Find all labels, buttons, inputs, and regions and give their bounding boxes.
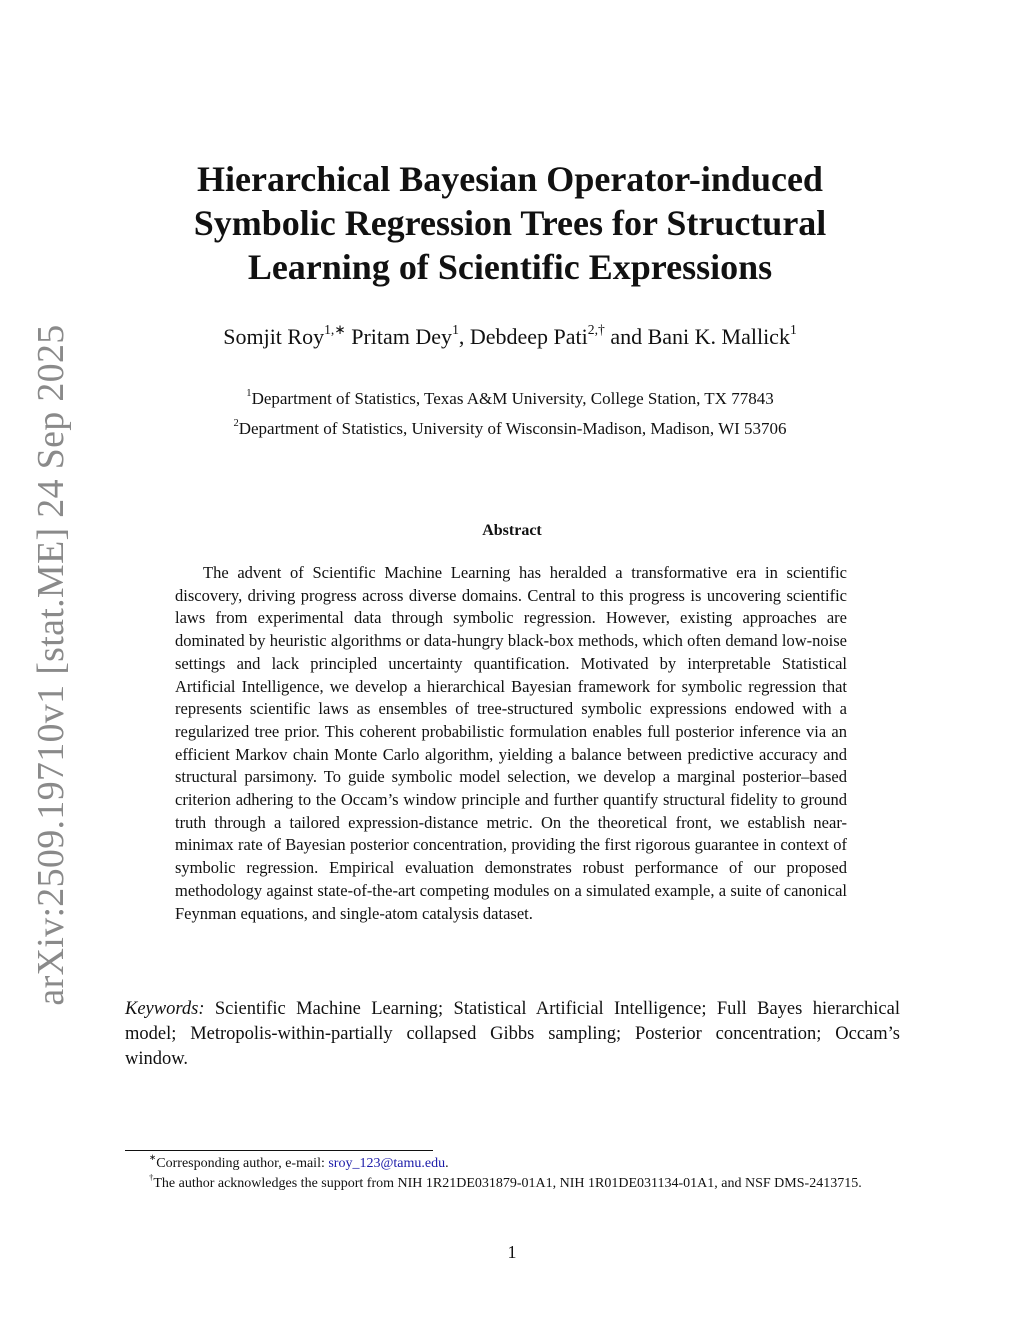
author-affiliation-mark: 1,∗ bbox=[324, 322, 346, 338]
footnote-corresponding-author: ∗Corresponding author, e-mail: sroy_123@tamu.edu. bbox=[149, 1152, 449, 1171]
affiliation-text: Department of Statistics, Texas A&M University, College Station, TX 77843 bbox=[251, 389, 774, 408]
title-line-1: Hierarchical Bayesian Operator-induced bbox=[197, 159, 823, 199]
author-name: Bani K. Mallick bbox=[647, 324, 790, 349]
author-affiliation-mark: 1 bbox=[789, 322, 797, 338]
affiliation-1 bbox=[100, 388, 920, 410]
footnote-divider bbox=[125, 1150, 433, 1151]
affiliation-mark: 1 bbox=[246, 388, 252, 400]
keywords-text: Scientific Machine Learning; Statistical Artificial Intelligence; Full Bayes hierarchical model; Metropolis-within-partially collapsed Gibbs sampling; Posterior concentration; Occam’s window. bbox=[125, 999, 900, 1069]
footnote-mark: † bbox=[149, 1172, 154, 1183]
affiliation-mark: 2 bbox=[233, 418, 239, 430]
paper-title bbox=[130, 157, 890, 289]
author-affiliation-mark: 1 bbox=[452, 322, 459, 338]
footnote-mark: ∗ bbox=[149, 1152, 157, 1163]
footnote-funding bbox=[125, 1174, 900, 1193]
author-name: Debdeep Pati bbox=[469, 324, 588, 349]
title-line-2: Symbolic Regression Trees for Structural bbox=[193, 203, 827, 243]
author-affiliation-mark: 2,† bbox=[587, 322, 605, 338]
abstract-heading: Abstract bbox=[482, 522, 542, 539]
keywords-label: Keywords: bbox=[125, 999, 205, 1019]
arxiv-identifier-text: arXiv:2509.19710v1 [stat.ME] 24 Sep 2025 bbox=[30, 324, 72, 1006]
page-number: 1 bbox=[507, 1242, 517, 1262]
affiliation-2 bbox=[100, 418, 920, 440]
author-name: Pritam Dey bbox=[351, 324, 453, 349]
author-name: Somjit Roy bbox=[223, 324, 325, 349]
footnote-funding-text: The author acknowledges the support from NIH 1R21DE031879-01A1, NIH 1R01DE031134-01A1, and NSF DMS-2413715. bbox=[153, 1176, 862, 1191]
title-line-3: Learning of Scientific Expressions bbox=[247, 247, 773, 287]
affiliation-text: Department of Statistics, University of Wisconsin-Madison, Madison, WI 53706 bbox=[238, 419, 787, 438]
email-link[interactable]: sroy_123@tamu.edu bbox=[328, 1156, 446, 1171]
author-list: Somjit Roy$^{1,∗}$ Pritam Dey$^1$, Debdeep Pati$^{2,\dagger}$ and Bani K. Mallick$^1$ bbox=[223, 322, 797, 349]
keywords-section bbox=[125, 997, 900, 1072]
abstract-body: The advent of Scientific Machine Learning has heralded a transformative era in scientific discovery, driving progress across diverse domains. Central to this progress is uncovering scientific laws from experimental data through symbolic regression. However, existing approaches are dominated by heuristic algorithms or data-hungry black-box methods, which often demand low-noise settings and lack principled uncertainty quantification. Motivated by interpretable Statistical Artificial Intelligence, we develop a hierarchical Bayesian framework for symbolic regression that represents scientific laws as ensembles of tree-structured symbolic expressions endowed with a regularized tree prior. This coherent probabilistic formulation enables full posterior inference via an efficient Markov chain Monte Carlo algorithm, yielding a balance between predictive accuracy and structural parsimony. To guide symbolic model selection, we develop a marginal posterior–based criterion adhering to the Occam’s window principle and further quantify structural fidelity to ground truth through a tailored expression-distance metric. On the theoretical front, we establish near-minimax rate of Bayesian posterior concentration, providing the first rigorous guarantee in context of symbolic regression. Empirical evaluation demonstrates robust performance of our proposed methodology against state-of-the-art competing modules on a simulated example, a suite of canonical Feynman equations, and single-atom catalysis dataset. bbox=[175, 563, 847, 923]
